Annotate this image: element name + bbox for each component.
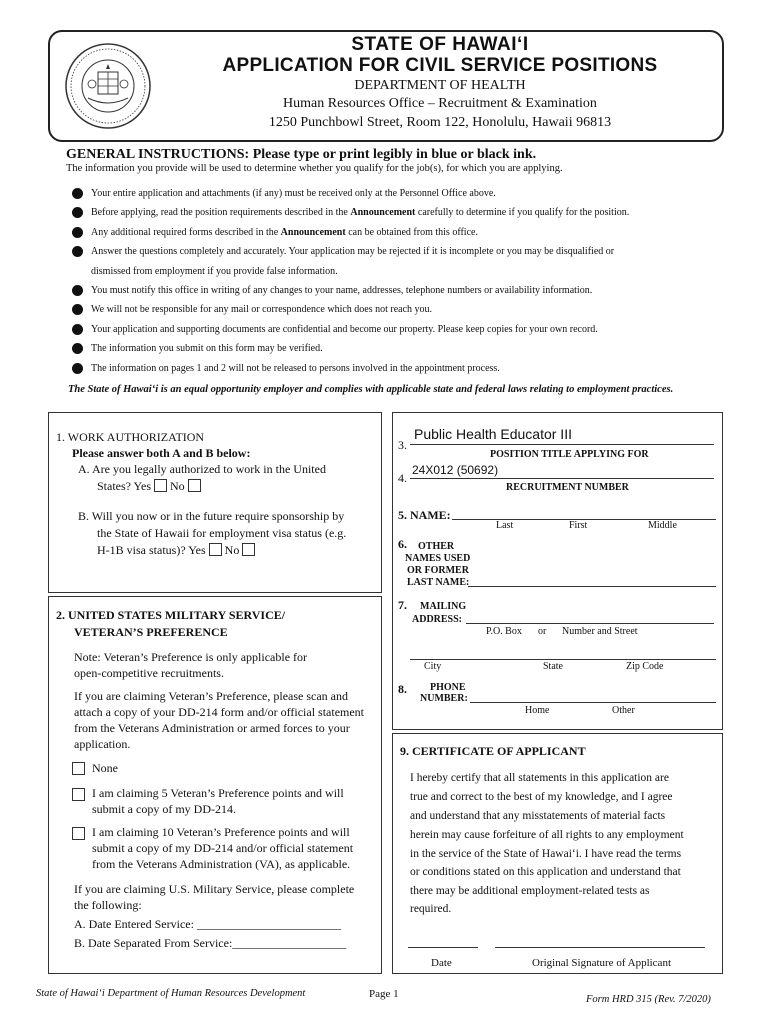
page-number: Page 1 (369, 988, 399, 1000)
question-b-no-checkbox[interactable] (242, 543, 255, 556)
certificate-text: true and correct to the best of my knowledge, and I agree (410, 791, 673, 803)
phone-other-caption: Other (612, 705, 635, 716)
recruitment-number-field[interactable]: 24X012 (50692) (412, 463, 499, 477)
signature-field[interactable] (495, 947, 705, 948)
veteran-none-label: None (92, 761, 118, 775)
bullet-icon (72, 285, 83, 296)
work-authorization-heading: 1. WORK AUTHORIZATION (56, 430, 205, 444)
phone-number-label: PHONE (430, 682, 466, 693)
instruction-bullet-continuation: dismissed from employment if you provide false information. (91, 266, 338, 277)
question-a-options: States? Yes No (97, 479, 201, 494)
signature-caption: Original Signature of Applicant (532, 957, 671, 969)
instruction-bullet: Before applying, read the position requirements described in the Announcement carefully to determine if you qualify for the position. (72, 207, 732, 219)
veteran-claim-text-4: application. (74, 737, 131, 751)
state-caption: State (543, 661, 563, 672)
question-b-text: B. Will you now or in the future require sponsorship by (78, 509, 345, 523)
bullet-icon (72, 207, 83, 218)
state-title: STATE OF HAWAIʻI (351, 34, 529, 55)
recruitment-number-caption: RECRUITMENT NUMBER (506, 482, 629, 493)
veteran-10-points-label: I am claiming 10 Veteran’s Preference points and will (92, 825, 350, 839)
certificate-text: in the service of the State of Hawaiʻi. I have read the terms (410, 848, 682, 860)
question-b-text-2: the State of Hawaii for employment visa status (e.g. (97, 526, 347, 540)
instruction-bullet: The information you submit on this form may be verified. (72, 343, 732, 355)
instruction-bullet: Your entire application and attachments (if any) must be received only at the Personnel Office above. (72, 188, 732, 200)
question-b-options: H-1B visa status)? Yes No (97, 543, 255, 558)
q8-number: 8. (398, 682, 407, 696)
military-service-text-2: the following: (74, 898, 142, 912)
certificate-text: herein may cause forfeiture of all rights to any employment (410, 829, 684, 841)
city-caption: City (424, 661, 442, 672)
form-number: Form HRD 315 (Rev. 7/2020) (586, 994, 711, 1005)
no-label: No (224, 543, 240, 557)
no-label: No (170, 479, 185, 493)
veteran-10-points-label-3: from the Veterans Administration (VA), as applicable. (92, 857, 351, 871)
department-name: DEPARTMENT OF HEALTH (354, 78, 526, 93)
military-service-text: If you are claiming U.S. Military Service, please complete (74, 882, 355, 896)
veteran-5-points-checkbox[interactable] (72, 788, 85, 801)
q3-number: 3. (398, 438, 407, 452)
instructions-heading: GENERAL INSTRUCTIONS: Please type or print legibly in blue or black ink. (66, 147, 537, 162)
name-first-caption: First (569, 520, 588, 531)
q7-number: 7. (398, 598, 407, 612)
instruction-bullet: The information on pages 1 and 2 will not be released to persons involved in the appointment process. (72, 363, 732, 375)
veteran-5-points-label-2: submit a copy of my DD-214. (92, 802, 236, 816)
date-entered-service-field[interactable]: A. Date Entered Service: ________________________ (74, 917, 341, 931)
certificate-text: and understand that any misstatements of material facts (410, 810, 666, 822)
question-a-no-checkbox[interactable] (188, 479, 201, 492)
veteran-note-2: open-competitive recruitments. (74, 666, 224, 680)
other-names-label: OTHER (418, 541, 455, 552)
instruction-bullet: Your application and supporting documents are confidential and become our property. Please keep copies for your own record. (72, 324, 732, 336)
other-names-label-2: NAMES USED (405, 553, 471, 564)
instructions-subheading: The information you provide will be used to determine whether you qualify for the job(s), for which you are applying. (66, 163, 563, 174)
question-a-yes-checkbox[interactable] (154, 479, 167, 492)
mailing-address-street-field[interactable] (466, 623, 714, 624)
name-last-caption: Last (496, 520, 514, 531)
state-seal-icon (64, 42, 152, 130)
eeo-statement: The State of Hawaiʻi is an equal opportunity employer and complies with applicable state and federal laws relating to employment practices. (68, 384, 674, 395)
veteran-claim-text-3: from the Veterans Administration or armed forces to your (74, 721, 350, 735)
veteran-none-checkbox[interactable] (72, 762, 85, 775)
bullet-icon (72, 227, 83, 238)
position-title-caption: POSITION TITLE APPLYING FOR (490, 449, 649, 460)
veteran-claim-text: If you are claiming Veteran’s Preference, please scan and (74, 689, 348, 703)
name-middle-caption: Middle (648, 520, 677, 531)
footer-agency: State of Hawaiʻi Department of Human Resources Development (36, 988, 306, 999)
mailing-address-city-field[interactable] (410, 659, 716, 660)
zip-caption: Zip Code (626, 661, 664, 672)
office-address: 1250 Punchbowl Street, Room 122, Honolulu, Hawaii 96813 (268, 115, 612, 130)
other-names-label-3: OR FORMER (407, 565, 469, 576)
phone-number-label-2: NUMBER: (420, 693, 468, 704)
q4-number: 4. (398, 471, 407, 485)
work-authorization-instruction: Please answer both A and B below: (72, 446, 251, 460)
name-label: 5. NAME: (398, 508, 451, 522)
bullet-icon (72, 343, 83, 354)
military-heading: 2. UNITED STATES MILITARY SERVICE/ (56, 608, 286, 622)
instruction-bullet: Answer the questions completely and accurately. Your application may be rejected if it is incomplete or you may be disqualified or (72, 246, 732, 258)
bullet-icon (72, 246, 83, 257)
veteran-claim-text-2: attach a copy of your DD-214 form and/or official statement (74, 705, 365, 719)
certificate-text: there may be additional employment-related tests as (410, 885, 650, 897)
veteran-10-points-checkbox[interactable] (72, 827, 85, 840)
instruction-bullet: We will not be responsible for any mail or correspondence which does not reach you. (72, 304, 732, 316)
bullet-icon (72, 324, 83, 335)
instruction-bullet: You must notify this office in writing of any changes to your name, addresses, telephone numbers or availability information. (72, 285, 732, 297)
certificate-text: required. (410, 903, 452, 915)
office-name: Human Resources Office – Recruitment & Examination (283, 96, 597, 111)
q6-number: 6. (398, 537, 407, 551)
bullet-icon (72, 363, 83, 374)
certificate-heading: 9. CERTIFICATE OF APPLICANT (400, 744, 586, 758)
po-box-caption: P.O. Box (486, 626, 522, 637)
position-title-underline (410, 444, 714, 445)
veteran-5-points-label: I am claiming 5 Veteran’s Preference points and will (92, 786, 344, 800)
bullet-icon (72, 188, 83, 199)
military-heading-2: VETERAN’S PREFERENCE (74, 625, 228, 639)
phone-home-caption: Home (525, 705, 550, 716)
question-b-yes-checkbox[interactable] (209, 543, 222, 556)
other-names-field[interactable] (468, 586, 716, 587)
bullet-icon (72, 304, 83, 315)
position-title-field[interactable]: Public Health Educator III (414, 426, 572, 442)
date-caption: Date (431, 957, 452, 969)
certificate-text: or conditions stated on this application and understand that (410, 866, 681, 878)
phone-number-field[interactable] (470, 702, 716, 703)
date-separated-service-field[interactable]: B. Date Separated From Service:___________________ (74, 936, 347, 950)
other-names-label-4: LAST NAME: (407, 577, 470, 588)
certificate-text: I hereby certify that all statements in this application are (410, 772, 669, 784)
form-title: APPLICATION FOR CIVIL SERVICE POSITIONS (222, 55, 658, 76)
veteran-10-points-label-2: submit a copy of my DD-214 and/or official statement (92, 841, 354, 855)
mailing-address-label: MAILING (420, 601, 467, 612)
veteran-note: Note: Veteran’s Preference is only applicable for (74, 650, 308, 664)
recruitment-number-underline (410, 478, 714, 479)
question-a-text: A. Are you legally authorized to work in the United (78, 462, 326, 476)
or-caption: or (538, 626, 547, 637)
number-street-caption: Number and Street (562, 626, 638, 637)
mailing-address-label-2: ADDRESS: (412, 614, 463, 625)
instruction-bullet: Any additional required forms described in the Announcement can be obtained from this office. (72, 227, 732, 239)
date-field[interactable] (408, 947, 478, 948)
